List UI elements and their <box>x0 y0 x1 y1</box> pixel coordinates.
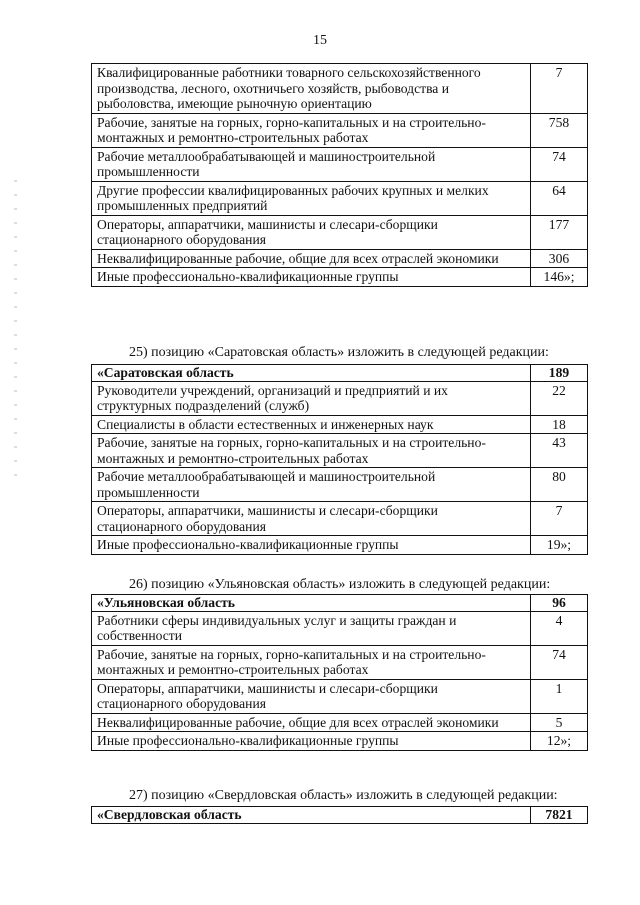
table-row <box>92 181 588 215</box>
table-header-row <box>92 807 588 824</box>
table-row <box>92 611 588 645</box>
row-name: Иные профессионально-квалификационные группы <box>92 732 531 751</box>
table-row <box>92 215 588 249</box>
table-row <box>92 679 588 713</box>
table-row <box>92 249 588 268</box>
row-name: Рабочие, занятые на горных, горно-капитальных и на строительно-монтажных и ремонтно-строительных работах <box>92 113 531 147</box>
table-row <box>92 64 588 114</box>
table-row <box>92 434 588 468</box>
row-name: Специалисты в области естественных и инженерных наук <box>92 415 531 434</box>
row-value: 758 <box>531 113 588 147</box>
row-name: Работники сферы индивидуальных услуг и защиты граждан и собственности <box>92 611 531 645</box>
table-row <box>92 713 588 732</box>
row-value: 43 <box>531 434 588 468</box>
table-ulyanovsk <box>91 594 588 751</box>
row-value: 80 <box>531 468 588 502</box>
row-value: 18 <box>531 415 588 434</box>
section-25-intro: 25) позицию «Саратовская область» изложить в следующей редакции: <box>129 345 549 360</box>
row-name: Иные профессионально-квалификационные группы <box>92 536 531 555</box>
region-total: 96 <box>531 595 588 612</box>
row-name: Операторы, аппаратчики, машинисты и слесари-сборщики стационарного оборудования <box>92 679 531 713</box>
section-27-intro: 27) позицию «Свердловская область» изложить в следующей редакции: <box>129 788 558 803</box>
region-name: «Саратовская область <box>92 365 531 382</box>
table-row <box>92 415 588 434</box>
table-row <box>92 468 588 502</box>
table-header-row <box>92 595 588 612</box>
table-row <box>92 502 588 536</box>
scan-margin-marks <box>14 180 17 480</box>
row-value: 12»; <box>531 732 588 751</box>
page-number: 15 <box>313 33 327 48</box>
row-name: Рабочие металлообрабатывающей и машиностроительной промышленности <box>92 147 531 181</box>
row-value: 64 <box>531 181 588 215</box>
table-sverdlovsk <box>91 806 588 824</box>
table-continuation <box>91 63 588 287</box>
table-row <box>92 268 588 287</box>
row-value: 146»; <box>531 268 588 287</box>
table-row <box>92 113 588 147</box>
row-value: 74 <box>531 645 588 679</box>
region-name: «Свердловская область <box>92 807 531 824</box>
row-name: Неквалифицированные рабочие, общие для всех отраслей экономики <box>92 249 531 268</box>
row-value: 5 <box>531 713 588 732</box>
section-26-intro: 26) позицию «Ульяновская область» изложить в следующей редакции: <box>129 577 551 592</box>
row-value: 22 <box>531 381 588 415</box>
row-name: Операторы, аппаратчики, машинисты и слесари-сборщики стационарного оборудования <box>92 502 531 536</box>
region-total: 189 <box>531 365 588 382</box>
row-name: Рабочие, занятые на горных, горно-капитальных и на строительно-монтажных и ремонтно-строительных работах <box>92 645 531 679</box>
row-value: 1 <box>531 679 588 713</box>
table-row <box>92 381 588 415</box>
table-row <box>92 732 588 751</box>
table-row <box>92 645 588 679</box>
row-value: 7 <box>531 502 588 536</box>
row-value: 74 <box>531 147 588 181</box>
row-value: 7 <box>531 64 588 114</box>
table-row <box>92 536 588 555</box>
row-name: Операторы, аппаратчики, машинисты и слесари-сборщики стационарного оборудования <box>92 215 531 249</box>
table-saratov <box>91 364 588 555</box>
row-name: Квалифицированные работники товарного сельскохозяйственного производства, лесного, охотничьего хозяйств, рыбоводства и рыболовства, имеющие рыночную ориентацию <box>92 64 531 114</box>
row-name: Неквалифицированные рабочие, общие для всех отраслей экономики <box>92 713 531 732</box>
table-header-row <box>92 365 588 382</box>
table-row <box>92 147 588 181</box>
row-name: Иные профессионально-квалификационные группы <box>92 268 531 287</box>
row-name: Рабочие металлообрабатывающей и машиностроительной промышленности <box>92 468 531 502</box>
region-name: «Ульяновская область <box>92 595 531 612</box>
row-name: Рабочие, занятые на горных, горно-капитальных и на строительно-монтажных и ремонтно-строительных работах <box>92 434 531 468</box>
row-value: 177 <box>531 215 588 249</box>
row-value: 4 <box>531 611 588 645</box>
row-name: Другие профессии квалифицированных рабочих крупных и мелких промышленных предприятий <box>92 181 531 215</box>
row-value: 19»; <box>531 536 588 555</box>
region-total: 7821 <box>531 807 588 824</box>
row-value: 306 <box>531 249 588 268</box>
row-name: Руководители учреждений, организаций и предприятий и их структурных подразделений (служб) <box>92 381 531 415</box>
